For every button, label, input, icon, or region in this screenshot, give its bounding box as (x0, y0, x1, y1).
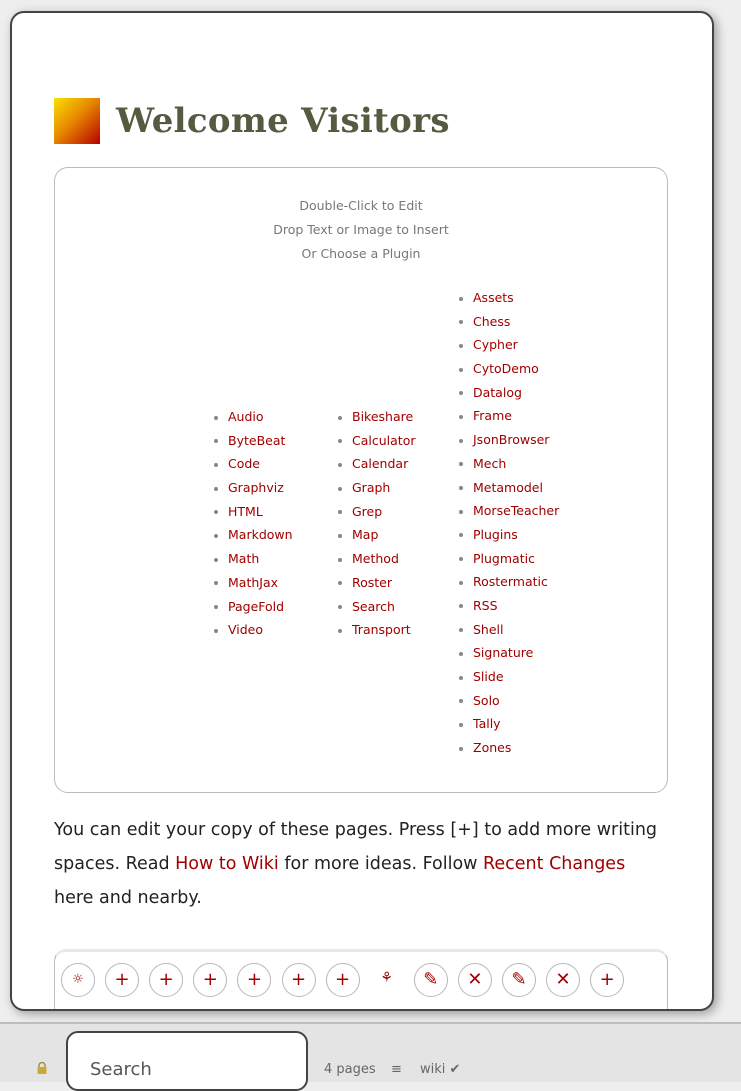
plugin-item (459, 381, 559, 405)
plugin-link[interactable]: Graphviz (228, 480, 284, 496)
remove-action[interactable]: ✕ (546, 963, 580, 997)
add-action[interactable]: + (590, 963, 624, 997)
plugin-item (214, 618, 293, 642)
add-action[interactable]: + (237, 963, 271, 997)
plugin-link[interactable]: Transport (352, 622, 411, 638)
add-action[interactable]: + (282, 963, 316, 997)
paragraph-text: for more ideas. Follow (278, 854, 484, 874)
factory-hint-edit: Double-Click to Edit (299, 198, 423, 213)
plugin-item (338, 452, 415, 476)
plugin-item (338, 547, 415, 571)
plugin-link[interactable]: Graph (352, 480, 391, 496)
create-action[interactable]: ☼ (61, 963, 95, 997)
plugin-item (214, 405, 293, 429)
plugin-link[interactable]: Calculator (352, 432, 416, 448)
welcome-paragraph (54, 813, 670, 915)
plugin-link[interactable]: Bikeshare (352, 409, 414, 424)
factory-hint-choose: Or Choose a Plugin (301, 246, 421, 261)
plugin-item (459, 712, 559, 736)
plugin-item (338, 618, 415, 642)
plugin-item (338, 500, 415, 524)
plugin-item (459, 641, 559, 665)
plugin-link[interactable]: Math (228, 551, 260, 567)
plugin-link[interactable]: Signature (473, 645, 534, 661)
plugin-column (338, 405, 415, 642)
plugin-item (459, 428, 559, 452)
plugin-link[interactable]: Frame (473, 408, 512, 424)
plugin-item (338, 429, 415, 453)
site-status[interactable]: wiki ✔ (420, 1062, 461, 1077)
search-input[interactable] (90, 1059, 290, 1080)
paragraph-text: You can edit your copy of these pages. Press [+] to add more writing spaces. Read (54, 820, 658, 874)
plugin-link[interactable]: CytoDemo (473, 361, 539, 377)
plugin-item (214, 452, 293, 476)
plugin-link[interactable]: PageFold (228, 598, 285, 614)
plugin-item (459, 547, 559, 571)
plugin-link[interactable]: Rostermatic (473, 574, 548, 590)
plugin-item (459, 523, 559, 547)
recent-changes-link[interactable]: Recent Changes (483, 854, 626, 874)
page-title: Welcome Visitors (116, 101, 450, 141)
add-action[interactable]: + (105, 963, 139, 997)
plugin-item (338, 595, 415, 619)
plugin-link[interactable]: Mech (473, 455, 507, 471)
plugin-link[interactable]: Grep (352, 503, 383, 519)
plugin-item (338, 523, 415, 547)
plugin-link[interactable]: Plugins (473, 526, 518, 542)
add-action[interactable]: + (193, 963, 227, 997)
search-box (66, 1031, 308, 1091)
plugin-link[interactable]: Code (228, 456, 261, 472)
plugin-item (338, 476, 415, 500)
plugin-link[interactable]: Cypher (473, 337, 518, 353)
page-header (54, 97, 450, 145)
plugin-item (459, 333, 559, 357)
plugin-item (214, 595, 293, 619)
plugin-item (459, 286, 559, 310)
add-action[interactable]: + (326, 963, 360, 997)
plugin-link[interactable]: Zones (473, 740, 512, 756)
plugin-link[interactable]: Roster (352, 574, 393, 590)
plugin-item (459, 357, 559, 381)
edit-action[interactable]: ✎ (414, 963, 448, 997)
factory-plugin-chooser[interactable] (54, 167, 668, 793)
plugin-item (459, 689, 559, 713)
plugin-link[interactable]: Calendar (352, 456, 409, 472)
plugin-link[interactable]: Video (228, 622, 264, 638)
plugin-link[interactable]: Plugmatic (473, 550, 535, 566)
plugin-link[interactable]: Chess (473, 313, 511, 329)
paragraph-text: here and nearby. (54, 888, 202, 908)
plugin-link[interactable]: Method (352, 551, 399, 567)
plugin-link[interactable]: Search (352, 598, 395, 614)
how-to-wiki-link[interactable]: How to Wiki (175, 854, 279, 874)
plugin-link[interactable]: ByteBeat (228, 432, 286, 448)
fork-action[interactable]: ⚘ (380, 970, 393, 986)
menu-icon[interactable]: ≡ (391, 1062, 402, 1077)
plugin-link[interactable]: Datalog (473, 384, 522, 400)
plugin-link[interactable]: Solo (473, 692, 500, 708)
plugin-item (459, 499, 559, 523)
lock-icon[interactable] (36, 1062, 48, 1074)
plugin-link[interactable]: RSS (473, 597, 498, 613)
plugin-item (214, 571, 293, 595)
plugin-item (459, 594, 559, 618)
plugin-link[interactable]: Tally (473, 716, 501, 732)
plugin-link[interactable]: Markdown (228, 527, 293, 543)
footer (0, 1022, 741, 1082)
plugin-link[interactable]: Metamodel (473, 479, 543, 495)
add-action[interactable]: + (149, 963, 183, 997)
plugin-item (214, 476, 293, 500)
factory-hint-drop: Drop Text or Image to Insert (273, 222, 449, 237)
plugin-link[interactable]: Assets (473, 290, 514, 305)
plugin-link[interactable]: JsonBrowser (473, 432, 550, 448)
plugin-link[interactable]: MathJax (228, 574, 279, 590)
plugin-item (459, 310, 559, 334)
plugin-item (459, 476, 559, 500)
plugin-link[interactable]: MorseTeacher (473, 503, 560, 519)
edit-action[interactable]: ✎ (502, 963, 536, 997)
plugin-link[interactable]: Audio (228, 409, 264, 424)
plugin-item (214, 500, 293, 524)
remove-action[interactable]: ✕ (458, 963, 492, 997)
plugin-link[interactable]: Shell (473, 621, 504, 637)
plugin-link[interactable]: HTML (228, 503, 263, 519)
plugin-item (459, 570, 559, 594)
plugin-item (459, 618, 559, 642)
plugin-column (214, 405, 293, 642)
plugin-link[interactable]: Map (352, 527, 379, 543)
page-count[interactable]: 4 pages (324, 1062, 376, 1077)
plugin-item (338, 405, 415, 429)
plugin-item (459, 736, 559, 760)
journal (54, 949, 668, 1011)
site-favicon[interactable] (54, 98, 100, 144)
plugin-item (214, 547, 293, 571)
plugin-item (338, 571, 415, 595)
wiki-page (10, 11, 714, 1011)
plugin-item (459, 404, 559, 428)
plugin-link[interactable]: Slide (473, 669, 504, 684)
plugin-column (459, 286, 559, 760)
plugin-item (459, 665, 559, 689)
plugin-item (459, 452, 559, 476)
plugin-item (214, 429, 293, 453)
plugin-item (214, 523, 293, 547)
